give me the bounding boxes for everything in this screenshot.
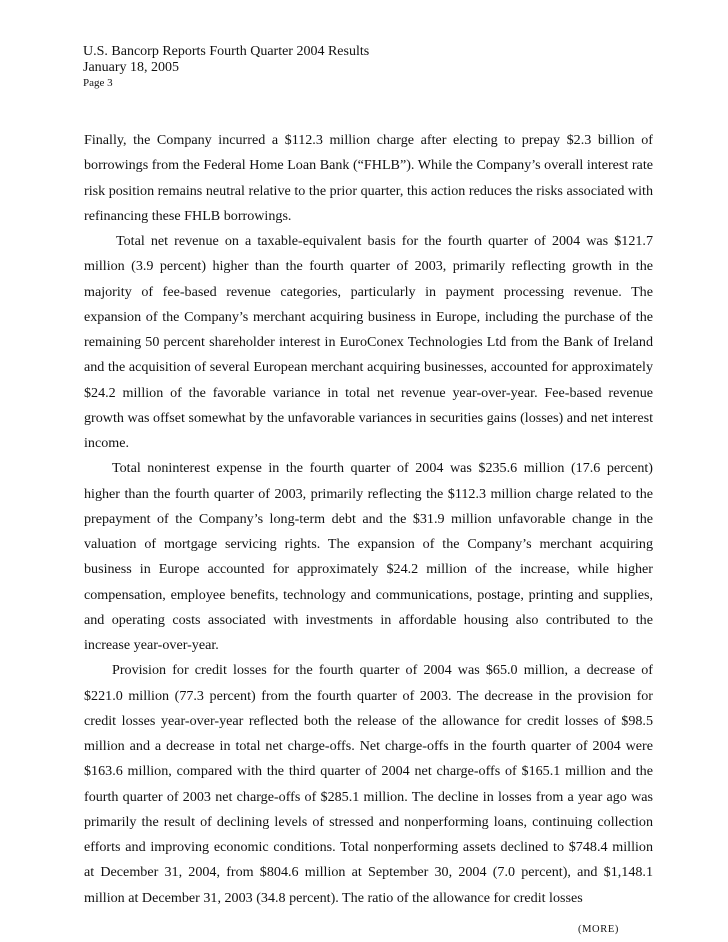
body-text xyxy=(84,128,653,911)
more-marker: (MORE) xyxy=(578,924,619,935)
document-date: January 18, 2005 xyxy=(83,60,180,75)
paragraph-credit-losses: Provision for credit losses for the fourth quarter of 2004 was $65.0 million, a decrease of $221.0 million (77.3 percent) from the fourth quarter of 2003. The decrease in the provision for credit losses year-over-year reflected both the release of the allowance for credit losses of $98.5 million and a decrease in total net charge-offs. Net charge-offs in the fourth quarter of 2004 were $163.6 million, compared with the third quarter of 2004 net charge-offs of $165.1 million and the fourth quarter of 2003 net charge-offs of $285.1 million. The decline in losses from a year ago was primarily the result of declining levels of stressed and nonperforming loans, continuing collection efforts and improving economic conditions. Total nonperforming assets declined to $748.4 million at December 31, 2004, from $804.6 million at September 30, 2004 (7.0 percent), and $1,148.1 million at December 31, 2003 (34.8 percent). The ratio of the allowance for credit losses xyxy=(84,662,653,906)
paragraph-noninterest-expense: Total noninterest expense in the fourth quarter of 2004 was $235.6 million (17.6 percent) higher than the fourth quarter of 2003, primarily reflecting the $112.3 million charge related to the prepayment of the Company’s long-term debt and the $31.9 million unfavorable change in the valuation of mortgage servicing rights. The expansion of the Company’s merchant acquiring business in Europe accounted for approximately $24.2 million of the increase, while higher compensation, employee benefits, technology and communications, postage, printing and supplies, and operating costs associated with investments in affordable housing also contributed to the increase year-over-year. xyxy=(84,460,653,653)
paragraph-fhlb-prepayment: Finally, the Company incurred a $112.3 million charge after electing to prepay $2.3 billion of borrowings from the Federal Home Loan Bank (“FHLB”). While the Company’s overall interest rate risk position remains neutral relative to the prior quarter, this action reduces the risks associated with refinancing these FHLB borrowings. xyxy=(84,132,653,224)
page-header xyxy=(83,44,369,91)
document-title: U.S. Bancorp Reports Fourth Quarter 2004 Results xyxy=(83,44,370,59)
paragraph-net-revenue: Total net revenue on a taxable-equivalent basis for the fourth quarter of 2004 was $121.7 million (3.9 percent) higher than the fourth quarter of 2003, primarily reflecting growth in the majority of fee-based revenue categories, particularly in payment processing revenue. The expansion of the Company’s merchant acquiring business in Europe, including the purchase of the remaining 50 percent shareholder interest in EuroConex Technologies Ltd from the Bank of Ireland and the acquisition of several European merchant acquiring businesses, accounted for approximately $24.2 million of the favorable variance in total net revenue year-over-year. Fee-based revenue growth was offset somewhat by the unfavorable variances in securities gains (losses) and net interest income. xyxy=(84,233,653,451)
page-number: Page 3 xyxy=(83,77,113,89)
